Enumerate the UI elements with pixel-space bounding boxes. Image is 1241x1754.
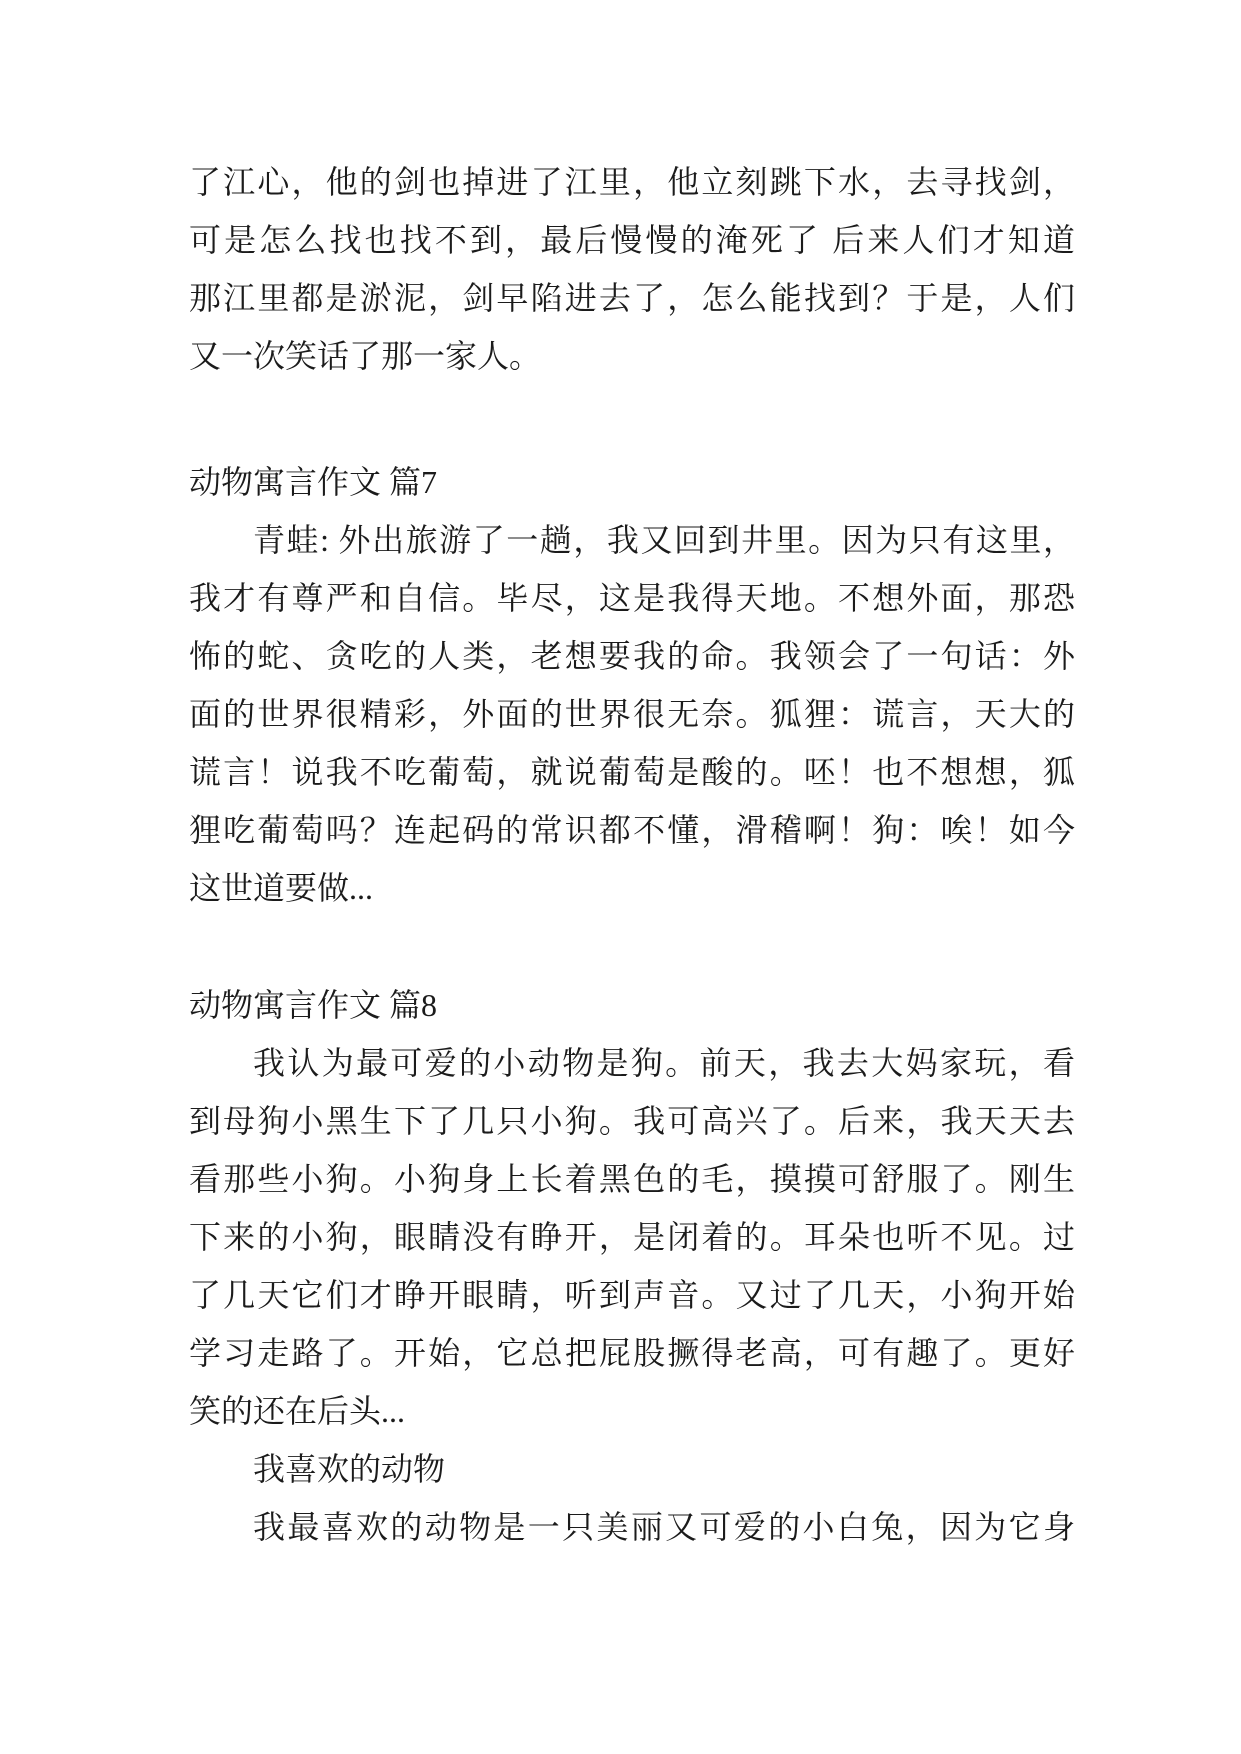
paragraph-subtitle bbox=[189, 1440, 1075, 1498]
document-page bbox=[189, 153, 1075, 1556]
paragraph-section-7 bbox=[189, 511, 1075, 917]
text-line: 青蛙: 外出旅游了一趟，我又回到井里。因为只有这里， bbox=[253, 522, 1075, 558]
text-line: 我认为最可爱的小动物是狗。前天，我去大妈家玩，看 bbox=[253, 1045, 1075, 1081]
text-line: 看那些小狗。小狗身上长着黑色的毛，摸摸可舒服了。刚生 bbox=[189, 1161, 1075, 1197]
section-heading-8: 动物寓言作文 篇8 bbox=[189, 987, 438, 1023]
text-line: 可是怎么找也找不到，最后慢慢的淹死了 后来人们才知道 bbox=[189, 222, 1075, 258]
text-line: 笑的还在后头... bbox=[189, 1393, 406, 1429]
text-line: 了几天它们才睁开眼睛，听到声音。又过了几天，小狗开始 bbox=[189, 1277, 1075, 1313]
paragraph-section-8 bbox=[189, 1034, 1075, 1440]
paragraph-rabbit bbox=[189, 1498, 1075, 1556]
text-line: 下来的小狗，眼睛没有睁开，是闭着的。耳朵也听不见。过 bbox=[189, 1219, 1075, 1255]
text-line: 了江心，他的剑也掉进了江里，他立刻跳下水，去寻找剑， bbox=[189, 164, 1075, 200]
text-line: 学习走路了。开始，它总把屁股撅得老高，可有趣了。更好 bbox=[189, 1335, 1075, 1371]
text-line: 面的世界很精彩，外面的世界很无奈。狐狸：谎言，天大的 bbox=[189, 696, 1075, 732]
text-line: 这世道要做... bbox=[189, 870, 374, 906]
section-heading-7: 动物寓言作文 篇7 bbox=[189, 464, 438, 500]
text-line: 那江里都是淤泥，剑早陷进去了，怎么能找到？于是，人们 bbox=[189, 280, 1075, 316]
text-line: 我喜欢的动物 bbox=[253, 1451, 446, 1487]
text-line: 又一次笑话了那一家人。 bbox=[189, 338, 542, 374]
text-line: 我才有尊严和自信。毕尽，这是我得天地。不想外面，那恐 bbox=[189, 580, 1075, 616]
paragraph-intro bbox=[189, 153, 1075, 385]
text-line: 谎言！说我不吃葡萄，就说葡萄是酸的。呸！也不想想，狐 bbox=[189, 754, 1075, 790]
text-line: 怖的蛇、贪吃的人类，老想要我的命。我领会了一句话：外 bbox=[189, 638, 1075, 674]
text-line: 我最喜欢的动物是一只美丽又可爱的小白兔，因为它身 bbox=[253, 1509, 1075, 1545]
text-line: 到母狗小黑生下了几只小狗。我可高兴了。后来，我天天去 bbox=[189, 1103, 1075, 1139]
text-line: 狸吃葡萄吗？连起码的常识都不懂，滑稽啊！狗：唉！如今 bbox=[189, 812, 1075, 848]
